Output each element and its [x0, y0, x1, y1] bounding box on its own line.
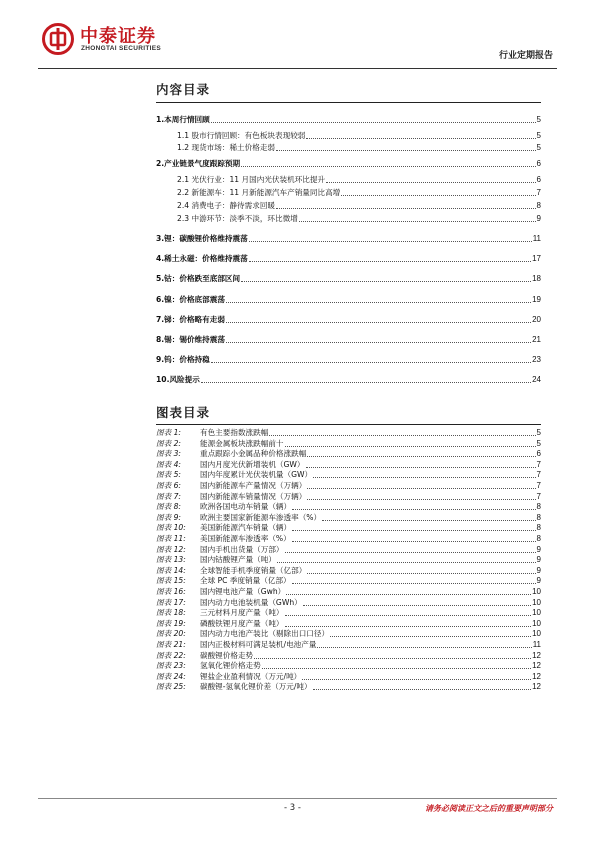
toc-chapter-entry-label [156, 355, 210, 365]
figure-caption: 全球智能手机季度销量（亿部） [200, 566, 307, 575]
figure-number: 图表 18: [156, 608, 186, 617]
figure-caption: 欧洲主要国家新能源车渗透率（%） [200, 513, 322, 522]
figure-entry-page: 7 [536, 492, 541, 501]
toc-chapter-entry[interactable] [156, 353, 541, 365]
figure-entry-page: 5 [536, 439, 541, 448]
figure-entry-label [156, 682, 312, 692]
dot-leader [226, 302, 531, 303]
figure-number: 图表 23: [156, 661, 186, 670]
toc-chapter-entry[interactable] [156, 232, 541, 244]
toc-chapter-entry-page: 17 [532, 254, 541, 263]
dot-leader [286, 594, 531, 595]
figure-caption: 国内新能源车销量情况（万辆） [200, 492, 307, 501]
dot-leader [201, 382, 531, 383]
toc-rule [156, 102, 541, 103]
figure-caption: 国内手机出货量（万部） [200, 545, 284, 554]
figure-number: 图表 21: [156, 640, 186, 649]
toc-section-entry[interactable] [177, 173, 541, 185]
dot-leader [211, 122, 536, 123]
toc-section-entry-label [177, 201, 275, 211]
figure-entry-page: 8 [536, 523, 541, 532]
figure-entry-page: 9 [536, 566, 541, 575]
figure-number: 图表 7: [156, 492, 181, 501]
figure-caption: 有色主要指数涨跌幅 [200, 428, 269, 437]
figure-caption: 美国新能源车渗透率（%） [200, 534, 291, 543]
toc-chapter-entry[interactable] [156, 157, 541, 169]
toc-chapter-entry-label [156, 159, 240, 169]
toc-chapter-entry-page: 23 [532, 355, 541, 364]
toc-chapter-entry-page: 18 [532, 274, 541, 283]
figure-caption: 国内新能源车产量情况（万辆） [200, 481, 307, 490]
figure-entry-page: 9 [536, 545, 541, 554]
report-type: 行业定期报告 [498, 51, 553, 61]
figures-rule [156, 424, 541, 425]
toc-section-entry[interactable] [177, 212, 541, 224]
toc-entry-text: 4.稀土永磁：价格维持震荡 [156, 254, 248, 263]
header-divider [38, 68, 557, 69]
toc-chapter-entry[interactable] [156, 373, 541, 385]
dot-leader [241, 166, 535, 167]
figure-caption: 能源金属板块涨跌幅前十 [200, 439, 284, 448]
figure-caption: 国内正极材料可满足装机/电池产量 [200, 640, 317, 649]
dot-leader [299, 221, 536, 222]
figure-entry-page: 7 [536, 460, 541, 469]
toc-entry-text: 2.4 消费电子：静待需求回暖 [177, 201, 276, 210]
figure-caption: 欧洲各国电动车销量（辆） [200, 502, 292, 511]
dot-leader [226, 342, 531, 343]
toc-chapter-entry[interactable] [156, 293, 541, 305]
toc-entry-text: 1.1 股市行情回顾：有色板块表现较弱 [177, 131, 306, 140]
toc-section-entry-label [177, 188, 340, 198]
toc-chapter-entry-label [156, 295, 225, 305]
toc-chapter-entry-label [156, 335, 225, 345]
toc-section-entry-page: 5 [536, 131, 541, 140]
figure-number: 图表 1: [156, 428, 181, 437]
figure-number: 图表 5: [156, 470, 181, 479]
toc-section-entry[interactable] [177, 199, 541, 211]
figure-caption: 国内锂电池产量（Gwh） [200, 587, 286, 596]
dot-leader [326, 182, 535, 183]
figure-entry-page: 12 [532, 651, 541, 660]
toc-chapter-entry-label [156, 274, 240, 284]
toc-section-entry[interactable] [177, 141, 541, 153]
toc-entry-text: 6.镍：价格底部震荡 [156, 295, 225, 304]
figure-number: 图表 13: [156, 555, 186, 564]
brand-name-cn: 中泰证券 [80, 26, 156, 47]
figure-caption: 国内年度累计光伏装机量（GW） [200, 470, 313, 479]
toc-section-entry-page: 5 [536, 143, 541, 152]
toc-entry-text: 2.产业链景气度跟踪预期 [156, 159, 241, 168]
dot-leader [313, 477, 535, 478]
brand-name-en: ZHONGTAI SECURITIES [81, 45, 161, 52]
figure-number: 图表 20: [156, 629, 186, 638]
figure-entry-page: 7 [536, 481, 541, 490]
dot-leader [249, 261, 531, 262]
dot-leader [269, 435, 535, 436]
dot-leader [306, 138, 535, 139]
toc-chapter-entry-page: 6 [536, 159, 541, 168]
figure-entry-page: 12 [532, 672, 541, 681]
toc-section-entry-label [177, 175, 325, 185]
toc-section-entry-label [177, 143, 275, 153]
figure-entry-page: 8 [536, 502, 541, 511]
figure-number: 图表 3: [156, 449, 181, 458]
figure-caption: 碳酸锂价格走势 [200, 651, 254, 660]
dot-leader [276, 150, 536, 151]
figure-number: 图表 19: [156, 619, 186, 628]
toc-chapter-entry-page: 19 [532, 295, 541, 304]
toc-section-entry-page: 6 [536, 175, 541, 184]
toc-chapter-entry-page: 5 [536, 115, 541, 124]
footer-divider [38, 798, 557, 799]
figure-number: 图表 4: [156, 460, 181, 469]
figure-number: 图表 25: [156, 682, 186, 691]
figure-caption: 三元材料月度产量（吨） [200, 608, 284, 617]
dot-leader [292, 509, 535, 510]
figure-entry-page: 8 [536, 534, 541, 543]
footer-page-number: - 3 - [284, 803, 301, 813]
toc-section-entry-label [177, 131, 305, 141]
figure-number: 图表 2: [156, 439, 181, 448]
toc-entry-text: 1.本周行情回顾 [156, 115, 210, 124]
figure-number: 图表 9: [156, 513, 181, 522]
figure-entry-page: 6 [536, 449, 541, 458]
figure-entry[interactable] [156, 680, 541, 692]
toc-section-entry-page: 7 [536, 188, 541, 197]
figure-entry-page: 10 [532, 629, 541, 638]
figure-caption: 国内月度光伏新增装机（GW） [200, 460, 305, 469]
figure-entry-page: 7 [536, 470, 541, 479]
figures-title: 图表目录 [156, 405, 211, 420]
toc-section-entry[interactable] [177, 129, 541, 141]
toc-chapter-entry[interactable] [156, 252, 541, 264]
toc-section-entry[interactable] [177, 186, 541, 198]
toc-entry-text: 5.钴：价格跌至底部区间 [156, 274, 241, 283]
figure-number: 图表 22: [156, 651, 186, 660]
figure-caption: 美国新能源汽车销量（辆） [200, 523, 292, 532]
toc-chapter-entry-page: 20 [532, 315, 541, 324]
figure-caption: 国内动力电池产装比（剔除出口口径） [200, 629, 330, 638]
figure-entry-page: 10 [532, 598, 541, 607]
dot-leader [249, 241, 532, 242]
toc-entry-text: 2.1 光伏行业：11 月国内光伏装机环比提升 [177, 175, 326, 184]
dot-leader [285, 615, 532, 616]
dot-leader [317, 647, 531, 648]
toc-section-entry-page: 8 [536, 201, 541, 210]
toc-chapter-entry-page: 21 [532, 335, 541, 344]
toc-chapter-entry-label [156, 234, 248, 244]
figure-number: 图表 6: [156, 481, 181, 490]
figure-entry-page: 5 [536, 428, 541, 437]
dot-leader [276, 208, 536, 209]
toc-chapter-entry-label [156, 254, 248, 264]
figure-entry-page: 12 [532, 661, 541, 670]
toc-title: 内容目录 [156, 82, 211, 97]
toc-section-entry-label [177, 214, 298, 224]
dot-leader [307, 488, 535, 489]
figure-caption: 国内钴酸锂产量（吨） [200, 555, 276, 564]
dot-leader [277, 562, 536, 563]
toc-entry-text: 9.钨：价格持稳 [156, 355, 210, 364]
dot-leader [241, 281, 531, 282]
figure-number: 图表 8: [156, 502, 181, 511]
figure-entry-page: 12 [532, 682, 541, 691]
toc-entry-text: 8.锡：锡价维持震荡 [156, 335, 225, 344]
toc-entry-text: 7.锑：价格略有走弱 [156, 315, 225, 324]
dot-leader [211, 362, 531, 363]
figure-number: 图表 10: [156, 523, 186, 532]
figure-caption: 锂盐企业盈利情况（万元/吨） [200, 672, 302, 681]
figure-caption: 磷酸铁锂月度产量（吨） [200, 619, 284, 628]
toc-chapter-entry[interactable] [156, 333, 541, 345]
figure-number: 图表 14: [156, 566, 186, 575]
toc-chapter-entry-page: 24 [532, 375, 541, 384]
figure-caption: 国内动力电池装机量（GWh） [200, 598, 302, 607]
figure-entry-page: 10 [532, 587, 541, 596]
figure-number: 图表 24: [156, 672, 186, 681]
dot-leader [226, 322, 531, 323]
toc-chapter-entry[interactable] [156, 113, 541, 125]
dot-leader [292, 583, 536, 584]
toc-chapter-entry-page: 11 [532, 234, 541, 243]
figure-caption: 重点跟踪小金属品种价格涨跌幅 [200, 449, 307, 458]
toc-entry-text: 3.锂：碳酸锂价格维持震荡 [156, 234, 248, 243]
toc-chapter-entry[interactable] [156, 313, 541, 325]
figure-number: 图表 15: [156, 576, 186, 585]
figure-entry-page: 9 [536, 576, 541, 585]
toc-entry-text: 1.2 现货市场：稀土价格走弱 [177, 143, 276, 152]
figure-entry-page: 11 [532, 640, 541, 649]
dot-leader [313, 689, 531, 690]
dot-leader [292, 541, 536, 542]
dot-leader [330, 636, 531, 637]
figure-number: 图表 16: [156, 587, 186, 596]
toc-chapter-entry-label [156, 115, 210, 125]
dot-leader [262, 668, 531, 669]
figure-entry-page: 9 [536, 555, 541, 564]
figure-caption: 全球 PC 季度销量（亿部） [200, 576, 291, 585]
toc-section-entry-page: 9 [536, 214, 541, 223]
toc-entry-text: 10.风险提示 [156, 375, 200, 384]
toc-entry-text: 2.3 中游环节：淡季不淡，环比微增 [177, 214, 298, 223]
figure-number: 图表 11: [156, 534, 186, 543]
toc-chapter-entry[interactable] [156, 272, 541, 284]
zhongtai-logo-icon [42, 23, 74, 55]
toc-entry-text: 2.2 新能源车：11 月新能源汽车产销量同比高增 [177, 188, 341, 197]
footer-disclaimer: 请务必阅读正文之后的重要声明部分 [425, 804, 553, 813]
dot-leader [292, 530, 535, 531]
toc-chapter-entry-label [156, 375, 200, 385]
dot-leader [307, 456, 535, 457]
figure-caption: 碳酸锂-氢氧化锂价差（万元/吨） [200, 682, 312, 691]
figure-caption: 氢氧化锂价格走势 [200, 661, 261, 670]
figure-entry-page: 8 [536, 513, 541, 522]
page-header [0, 0, 595, 70]
figure-entry-page: 10 [532, 608, 541, 617]
dot-leader [341, 195, 535, 196]
figure-number: 图表 17: [156, 598, 186, 607]
figure-number: 图表 12: [156, 545, 186, 554]
figure-entry-page: 10 [532, 619, 541, 628]
toc-chapter-entry-label [156, 315, 225, 325]
